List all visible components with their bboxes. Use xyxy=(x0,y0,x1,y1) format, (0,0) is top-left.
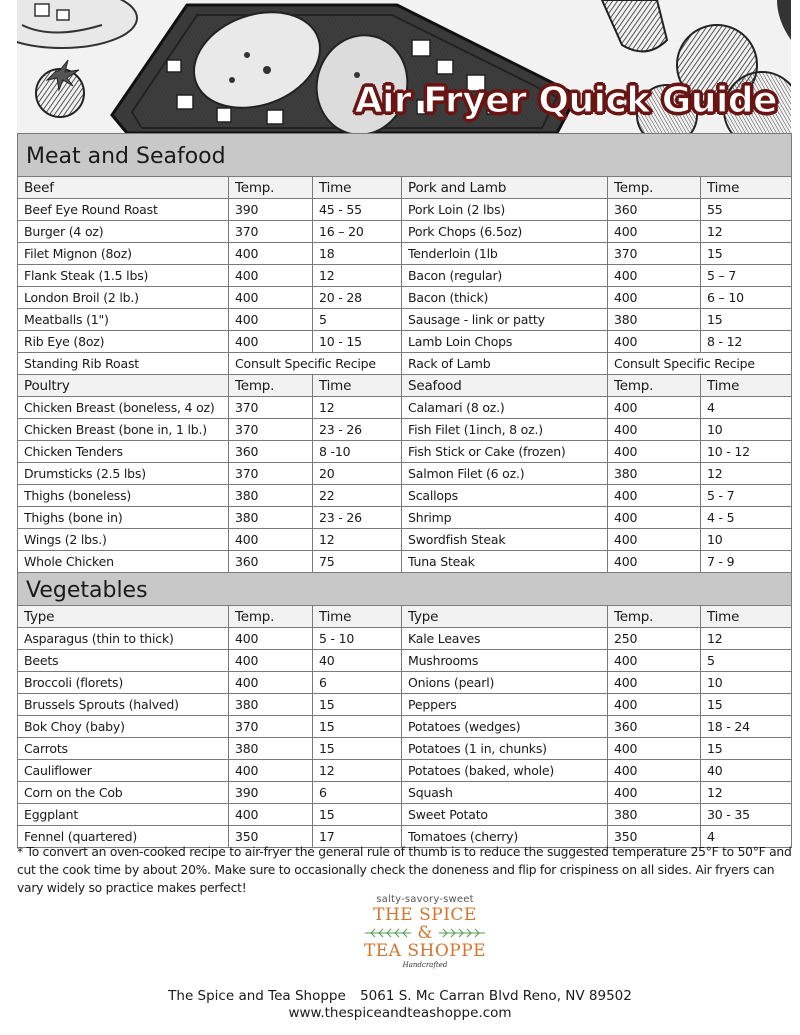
table-row xyxy=(18,309,792,331)
food-name: Fish Stick or Cake (frozen) xyxy=(402,441,608,463)
temperature: 400 xyxy=(608,529,701,551)
cook-time: 6 xyxy=(313,672,402,694)
shop-street: 5061 S. Mc Carran Blvd Reno, NV 89502 xyxy=(360,988,632,1004)
shop-address xyxy=(0,988,800,1022)
temperature: 400 xyxy=(229,804,313,826)
air-fryer-guide-table xyxy=(17,133,791,848)
consult-recipe-note: Consult Specific Recipe xyxy=(608,353,792,375)
cook-time: 12 xyxy=(313,397,402,419)
table-row xyxy=(18,672,792,694)
logo-line-1: THE SPICE xyxy=(373,905,477,925)
temperature: 380 xyxy=(608,804,701,826)
time-header: Time xyxy=(701,606,792,628)
cook-time: 4 xyxy=(701,397,792,419)
food-name: Rib Eye (8oz) xyxy=(18,331,229,353)
temperature: 380 xyxy=(229,485,313,507)
cook-time: 5 - 7 xyxy=(701,485,792,507)
cook-time: 15 xyxy=(313,804,402,826)
column-header-row xyxy=(18,375,792,397)
time-header: Time xyxy=(313,606,402,628)
time-header: Time xyxy=(701,375,792,397)
food-name: London Broil (2 lb.) xyxy=(18,287,229,309)
temperature: 400 xyxy=(608,738,701,760)
conversion-footnote: * To convert an oven-cooked recipe to air-fryer the general rule of thumb is to reduce the suggested temperature 25°F to 50°F and cut the cook time by about 20%. Make sure to occasionally check the doneness and flip for crispiness on all sides. Air fryers can vary widely so practice makes perfect! xyxy=(17,845,792,895)
table-row xyxy=(18,397,792,419)
temperature: 380 xyxy=(608,309,701,331)
food-name: Meatballs (1") xyxy=(18,309,229,331)
cook-time: 15 xyxy=(313,716,402,738)
table-row xyxy=(18,331,792,353)
cook-time: 15 xyxy=(701,243,792,265)
food-name: Pork Loin (2 lbs) xyxy=(402,199,608,221)
temperature: 400 xyxy=(608,419,701,441)
table-row xyxy=(18,716,792,738)
temperature: 250 xyxy=(608,628,701,650)
temperature: 370 xyxy=(229,419,313,441)
temperature: 360 xyxy=(608,199,701,221)
food-name: Salmon Filet (6 oz.) xyxy=(402,463,608,485)
cook-time: 20 - 28 xyxy=(313,287,402,309)
temperature: 400 xyxy=(608,287,701,309)
temperature: 380 xyxy=(229,738,313,760)
food-name: Burger (4 oz) xyxy=(18,221,229,243)
food-name: Lamb Loin Chops xyxy=(402,331,608,353)
section-title: Vegetables xyxy=(18,573,792,606)
food-name: Bacon (thick) xyxy=(402,287,608,309)
temp-header: Temp. xyxy=(608,606,701,628)
column-header-row xyxy=(18,177,792,199)
cook-time: 5 xyxy=(701,650,792,672)
table-row xyxy=(18,353,792,375)
temperature: 400 xyxy=(608,782,701,804)
cook-time: 5 – 7 xyxy=(701,265,792,287)
cook-time: 40 xyxy=(313,650,402,672)
cook-time: 40 xyxy=(701,760,792,782)
temp-header: Temp. xyxy=(229,606,313,628)
cook-time: 75 xyxy=(313,551,402,573)
cook-time: 17 xyxy=(313,826,402,848)
temperature: 400 xyxy=(608,507,701,529)
temperature: 400 xyxy=(229,331,313,353)
food-name: Chicken Breast (boneless, 4 oz) xyxy=(18,397,229,419)
temperature: 390 xyxy=(229,199,313,221)
food-name: Kale Leaves xyxy=(402,628,608,650)
table-row xyxy=(18,507,792,529)
food-name: Potatoes (1 in, chunks) xyxy=(402,738,608,760)
cook-time: 10 xyxy=(701,419,792,441)
food-name: Wings (2 lbs.) xyxy=(18,529,229,551)
table-row xyxy=(18,694,792,716)
temperature: 360 xyxy=(608,716,701,738)
temperature: 400 xyxy=(608,672,701,694)
cook-time: 12 xyxy=(313,760,402,782)
cook-time: 4 - 5 xyxy=(701,507,792,529)
cook-time: 12 xyxy=(701,463,792,485)
table-row xyxy=(18,628,792,650)
temperature: 400 xyxy=(608,397,701,419)
food-name: Sweet Potato xyxy=(402,804,608,826)
page-title: Air Fryer Quick Guide xyxy=(354,80,777,121)
cook-time: 12 xyxy=(701,782,792,804)
food-name: Thighs (bone in) xyxy=(18,507,229,529)
food-name: Peppers xyxy=(402,694,608,716)
logo-ampersand: & xyxy=(417,923,433,943)
cook-time: 15 xyxy=(313,694,402,716)
food-name: Standing Rib Roast xyxy=(18,353,229,375)
food-name: Mushrooms xyxy=(402,650,608,672)
logo-line-2: TEA SHOPPE xyxy=(363,941,487,961)
cook-time: 45 - 55 xyxy=(313,199,402,221)
temp-header: Temp. xyxy=(229,177,313,199)
temperature: 400 xyxy=(608,331,701,353)
temp-header: Temp. xyxy=(608,177,701,199)
temperature: 400 xyxy=(229,243,313,265)
cook-time: 7 - 9 xyxy=(701,551,792,573)
cook-time: 4 xyxy=(701,826,792,848)
table-row xyxy=(18,650,792,672)
table-row xyxy=(18,243,792,265)
cook-time: 55 xyxy=(701,199,792,221)
temperature: 400 xyxy=(229,529,313,551)
food-name: Calamari (8 oz.) xyxy=(402,397,608,419)
cook-time: 15 xyxy=(701,309,792,331)
food-name: Rack of Lamb xyxy=(402,353,608,375)
cook-time: 15 xyxy=(701,694,792,716)
table-row xyxy=(18,738,792,760)
temperature: 400 xyxy=(608,760,701,782)
table-row xyxy=(18,760,792,782)
category-header: Seafood xyxy=(402,375,608,397)
temperature: 360 xyxy=(229,551,313,573)
category-header: Poultry xyxy=(18,375,229,397)
temperature: 400 xyxy=(608,650,701,672)
food-name: Whole Chicken xyxy=(18,551,229,573)
food-name: Flank Steak (1.5 lbs) xyxy=(18,265,229,287)
table-row xyxy=(18,529,792,551)
temperature: 400 xyxy=(229,650,313,672)
food-name: Asparagus (thin to thick) xyxy=(18,628,229,650)
temperature: 400 xyxy=(608,441,701,463)
temperature: 400 xyxy=(608,694,701,716)
food-name: Tuna Steak xyxy=(402,551,608,573)
temperature: 400 xyxy=(608,221,701,243)
food-name: Fennel (quartered) xyxy=(18,826,229,848)
temperature: 380 xyxy=(229,694,313,716)
food-name: Corn on the Cob xyxy=(18,782,229,804)
temperature: 390 xyxy=(229,782,313,804)
cook-time: 12 xyxy=(313,265,402,287)
table-row xyxy=(18,265,792,287)
cook-time: 10 xyxy=(701,672,792,694)
temperature: 380 xyxy=(608,463,701,485)
food-name: Carrots xyxy=(18,738,229,760)
rosemary-sprig-icon xyxy=(439,928,485,938)
food-name: Potatoes (wedges) xyxy=(402,716,608,738)
temperature: 400 xyxy=(229,628,313,650)
food-name: Onions (pearl) xyxy=(402,672,608,694)
food-name: Shrimp xyxy=(402,507,608,529)
cook-time: 23 - 26 xyxy=(313,507,402,529)
cook-time: 5 xyxy=(313,309,402,331)
temperature: 350 xyxy=(229,826,313,848)
cook-time: 20 xyxy=(313,463,402,485)
cook-time: 16 – 20 xyxy=(313,221,402,243)
shop-website-link[interactable]: www.thespiceandteashoppe.com xyxy=(288,1005,512,1021)
temperature: 400 xyxy=(608,551,701,573)
temperature: 400 xyxy=(229,287,313,309)
food-name: Beef Eye Round Roast xyxy=(18,199,229,221)
shop-name: The Spice and Tea Shoppe xyxy=(168,988,346,1004)
food-name: Thighs (boneless) xyxy=(18,485,229,507)
section-meat-seafood xyxy=(18,134,792,177)
food-name: Brussels Sprouts (halved) xyxy=(18,694,229,716)
temp-header: Temp. xyxy=(608,375,701,397)
section-vegetables xyxy=(18,573,792,606)
food-name: Chicken Tenders xyxy=(18,441,229,463)
temperature: 370 xyxy=(608,243,701,265)
food-name: Beets xyxy=(18,650,229,672)
temperature: 400 xyxy=(229,760,313,782)
table-row xyxy=(18,782,792,804)
temperature: 370 xyxy=(229,397,313,419)
food-name: Sausage - link or patty xyxy=(402,309,608,331)
cook-time: 8 - 12 xyxy=(701,331,792,353)
rosemary-sprig-icon xyxy=(365,928,411,938)
cook-time: 18 xyxy=(313,243,402,265)
table-row xyxy=(18,419,792,441)
food-name: Drumsticks (2.5 lbs) xyxy=(18,463,229,485)
food-name: Cauliflower xyxy=(18,760,229,782)
temperature: 370 xyxy=(229,221,313,243)
time-header: Time xyxy=(313,177,402,199)
food-name: Potatoes (baked, whole) xyxy=(402,760,608,782)
time-header: Time xyxy=(313,375,402,397)
header-banner xyxy=(17,0,791,133)
column-header-row xyxy=(18,606,792,628)
table-row xyxy=(18,199,792,221)
food-name: Bok Choy (baby) xyxy=(18,716,229,738)
time-header: Time xyxy=(701,177,792,199)
cook-time: 10 xyxy=(701,529,792,551)
food-name: Squash xyxy=(402,782,608,804)
temperature: 400 xyxy=(608,485,701,507)
cook-time: 6 – 10 xyxy=(701,287,792,309)
section-title: Meat and Seafood xyxy=(18,134,792,177)
food-name: Tenderloin (1lb xyxy=(402,243,608,265)
logo-tagline: salty-savory-sweet xyxy=(376,894,474,905)
food-name: Pork Chops (6.5oz) xyxy=(402,221,608,243)
temperature: 370 xyxy=(229,716,313,738)
food-name: Swordfish Steak xyxy=(402,529,608,551)
cook-time: 22 xyxy=(313,485,402,507)
food-name: Filet Mignon (8oz) xyxy=(18,243,229,265)
consult-recipe-note: Consult Specific Recipe xyxy=(229,353,402,375)
cook-time: 15 xyxy=(313,738,402,760)
shop-logo xyxy=(340,893,510,978)
temperature: 400 xyxy=(229,309,313,331)
temperature: 360 xyxy=(229,441,313,463)
temperature: 400 xyxy=(608,265,701,287)
category-header: Type xyxy=(402,606,608,628)
table-row xyxy=(18,804,792,826)
table-row xyxy=(18,463,792,485)
cook-time: 10 - 12 xyxy=(701,441,792,463)
food-name: Scallops xyxy=(402,485,608,507)
food-name: Broccoli (florets) xyxy=(18,672,229,694)
cook-time: 12 xyxy=(701,221,792,243)
cook-time: 12 xyxy=(701,628,792,650)
cook-time: 6 xyxy=(313,782,402,804)
temperature: 370 xyxy=(229,463,313,485)
cook-time: 30 - 35 xyxy=(701,804,792,826)
cook-time: 23 - 26 xyxy=(313,419,402,441)
logo-handcrafted: Handcrafted xyxy=(402,961,448,969)
cook-time: 12 xyxy=(313,529,402,551)
table-row xyxy=(18,287,792,309)
table-row xyxy=(18,221,792,243)
cook-time: 18 - 24 xyxy=(701,716,792,738)
temperature: 400 xyxy=(229,672,313,694)
temperature: 400 xyxy=(229,265,313,287)
temperature: 380 xyxy=(229,507,313,529)
category-header: Beef xyxy=(18,177,229,199)
food-name: Chicken Breast (bone in, 1 lb.) xyxy=(18,419,229,441)
temperature: 350 xyxy=(608,826,701,848)
temp-header: Temp. xyxy=(229,375,313,397)
cook-time: 10 - 15 xyxy=(313,331,402,353)
cook-time: 8 -10 xyxy=(313,441,402,463)
food-name: Fish Filet (1inch, 8 oz.) xyxy=(402,419,608,441)
cook-time: 5 - 10 xyxy=(313,628,402,650)
category-header: Pork and Lamb xyxy=(402,177,608,199)
food-name: Eggplant xyxy=(18,804,229,826)
table-row xyxy=(18,441,792,463)
food-name: Tomatoes (cherry) xyxy=(402,826,608,848)
food-name: Bacon (regular) xyxy=(402,265,608,287)
table-row xyxy=(18,485,792,507)
category-header: Type xyxy=(18,606,229,628)
cook-time: 15 xyxy=(701,738,792,760)
table-row xyxy=(18,551,792,573)
